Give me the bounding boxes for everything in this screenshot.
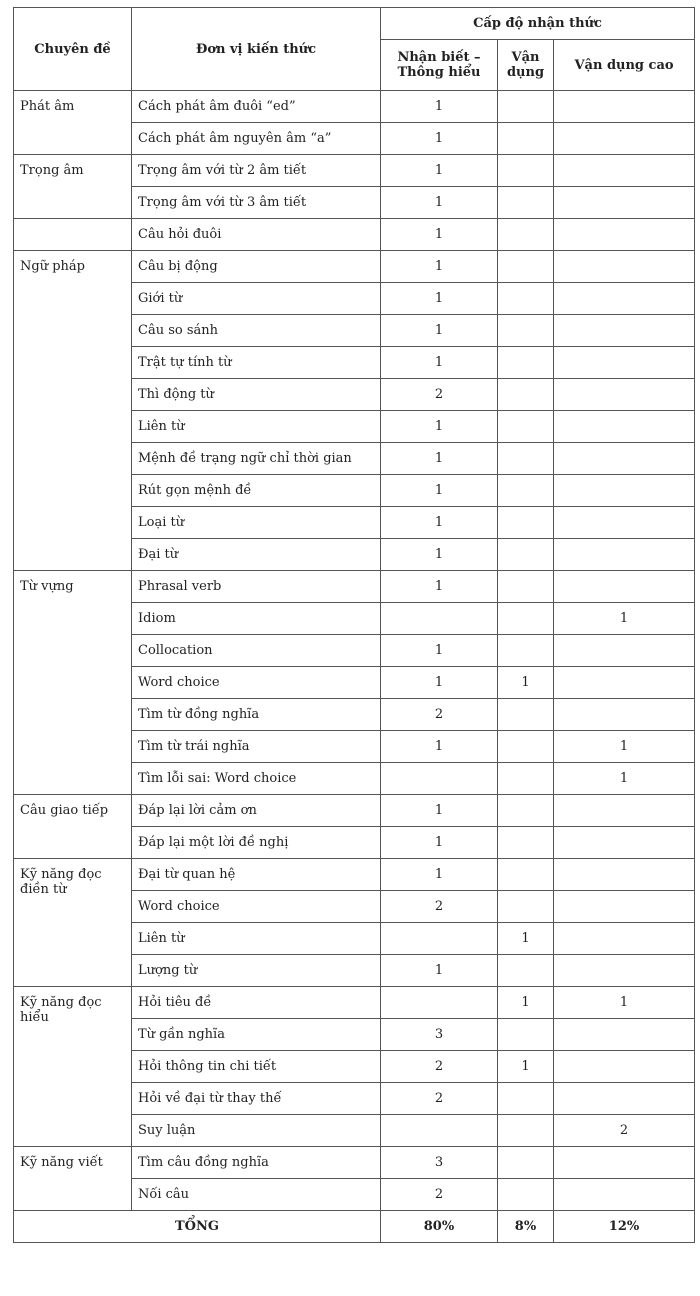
level-2-cell bbox=[498, 731, 554, 763]
level-3-cell bbox=[554, 379, 695, 411]
level-3-cell bbox=[554, 827, 695, 859]
total-level-2: 8% bbox=[498, 1211, 554, 1243]
level-1-cell: 3 bbox=[381, 1147, 498, 1179]
level-3-cell bbox=[554, 859, 695, 891]
unit-cell: Hỏi về đại từ thay thế bbox=[132, 1083, 381, 1115]
table-row bbox=[14, 155, 695, 187]
level-2-cell: 1 bbox=[498, 987, 554, 1019]
level-2-cell bbox=[498, 443, 554, 475]
level-3-cell bbox=[554, 1147, 695, 1179]
topic-cell: Ngữ pháp bbox=[14, 251, 132, 571]
level-3-cell bbox=[554, 411, 695, 443]
level-3-cell: 2 bbox=[554, 1115, 695, 1147]
level-2-cell bbox=[498, 539, 554, 571]
unit-cell: Hỏi thông tin chi tiết bbox=[132, 1051, 381, 1083]
level-2-cell bbox=[498, 411, 554, 443]
level-3-cell bbox=[554, 1019, 695, 1051]
level-2-cell bbox=[498, 251, 554, 283]
table-row bbox=[14, 219, 695, 251]
level-3-cell: 1 bbox=[554, 763, 695, 795]
topic-cell: Phát âm bbox=[14, 91, 132, 155]
unit-cell: Mệnh đề trạng ngữ chỉ thời gian bbox=[132, 443, 381, 475]
knowledge-matrix-table bbox=[13, 7, 695, 1243]
level-1-cell bbox=[381, 763, 498, 795]
unit-cell: Giới từ bbox=[132, 283, 381, 315]
level-2-cell: 1 bbox=[498, 923, 554, 955]
level-3-cell bbox=[554, 187, 695, 219]
level-1-cell: 1 bbox=[381, 827, 498, 859]
level-1-cell bbox=[381, 987, 498, 1019]
unit-cell: Rút gọn mệnh đề bbox=[132, 475, 381, 507]
level-1-cell: 1 bbox=[381, 667, 498, 699]
unit-cell: Câu hỏi đuôi bbox=[132, 219, 381, 251]
table-row bbox=[14, 1147, 695, 1179]
unit-cell: Tìm lỗi sai: Word choice bbox=[132, 763, 381, 795]
unit-cell: Cách phát âm đuôi “ed” bbox=[132, 91, 381, 123]
level-2-cell bbox=[498, 155, 554, 187]
level-2-cell bbox=[498, 859, 554, 891]
level-1-cell: 2 bbox=[381, 1051, 498, 1083]
level-1-cell: 3 bbox=[381, 1019, 498, 1051]
level-3-cell bbox=[554, 635, 695, 667]
level-2-cell bbox=[498, 699, 554, 731]
level-1-cell: 1 bbox=[381, 187, 498, 219]
topic-cell bbox=[14, 219, 132, 251]
unit-cell: Câu so sánh bbox=[132, 315, 381, 347]
level-3-cell bbox=[554, 955, 695, 987]
level-1-cell: 1 bbox=[381, 795, 498, 827]
level-1-cell: 2 bbox=[381, 379, 498, 411]
level-2-cell bbox=[498, 315, 554, 347]
unit-cell: Word choice bbox=[132, 667, 381, 699]
unit-cell: Idiom bbox=[132, 603, 381, 635]
unit-cell: Từ gần nghĩa bbox=[132, 1019, 381, 1051]
level-2-cell bbox=[498, 187, 554, 219]
topic-cell: Trọng âm bbox=[14, 155, 132, 219]
level-3-cell bbox=[554, 891, 695, 923]
level-2-cell bbox=[498, 379, 554, 411]
level-1-cell: 1 bbox=[381, 123, 498, 155]
table-row bbox=[14, 795, 695, 827]
header-level-3: Vận dụng cao bbox=[554, 40, 695, 91]
level-2-cell bbox=[498, 635, 554, 667]
level-3-cell: 1 bbox=[554, 987, 695, 1019]
level-1-cell bbox=[381, 923, 498, 955]
total-level-3: 12% bbox=[554, 1211, 695, 1243]
level-2-cell: 1 bbox=[498, 667, 554, 699]
level-2-cell bbox=[498, 219, 554, 251]
level-2-cell bbox=[498, 283, 554, 315]
level-1-cell bbox=[381, 603, 498, 635]
unit-cell: Tìm từ trái nghĩa bbox=[132, 731, 381, 763]
level-1-cell: 2 bbox=[381, 699, 498, 731]
level-1-cell: 1 bbox=[381, 955, 498, 987]
header-topic: Chuyên đề bbox=[14, 8, 132, 91]
level-1-cell: 1 bbox=[381, 507, 498, 539]
level-3-cell: 1 bbox=[554, 603, 695, 635]
unit-cell: Đại từ bbox=[132, 539, 381, 571]
unit-cell: Trọng âm với từ 2 âm tiết bbox=[132, 155, 381, 187]
total-level-1: 80% bbox=[381, 1211, 498, 1243]
unit-cell: Hỏi tiêu đề bbox=[132, 987, 381, 1019]
unit-cell: Lượng từ bbox=[132, 955, 381, 987]
level-3-cell bbox=[554, 571, 695, 603]
level-2-cell bbox=[498, 827, 554, 859]
level-3-cell bbox=[554, 251, 695, 283]
level-3-cell bbox=[554, 667, 695, 699]
level-3-cell bbox=[554, 123, 695, 155]
level-3-cell bbox=[554, 539, 695, 571]
level-1-cell: 1 bbox=[381, 443, 498, 475]
unit-cell: Suy luận bbox=[132, 1115, 381, 1147]
unit-cell: Nối câu bbox=[132, 1179, 381, 1211]
level-2-cell bbox=[498, 91, 554, 123]
level-3-cell bbox=[554, 1051, 695, 1083]
level-2-cell bbox=[498, 891, 554, 923]
topic-cell: Kỹ năng viết bbox=[14, 1147, 132, 1211]
table-body bbox=[14, 91, 695, 1211]
table-row bbox=[14, 987, 695, 1019]
level-2-cell bbox=[498, 123, 554, 155]
level-1-cell bbox=[381, 1115, 498, 1147]
level-2-cell bbox=[498, 1019, 554, 1051]
unit-cell: Đáp lại một lời đề nghị bbox=[132, 827, 381, 859]
topic-cell: Từ vựng bbox=[14, 571, 132, 795]
level-1-cell: 1 bbox=[381, 91, 498, 123]
level-1-cell: 1 bbox=[381, 571, 498, 603]
unit-cell: Loại từ bbox=[132, 507, 381, 539]
level-1-cell: 1 bbox=[381, 731, 498, 763]
level-3-cell bbox=[554, 91, 695, 123]
table-row bbox=[14, 571, 695, 603]
level-1-cell: 1 bbox=[381, 219, 498, 251]
level-3-cell bbox=[554, 219, 695, 251]
header-level-2: Vận dụng bbox=[498, 40, 554, 91]
level-3-cell bbox=[554, 795, 695, 827]
unit-cell: Câu bị động bbox=[132, 251, 381, 283]
level-1-cell: 2 bbox=[381, 1179, 498, 1211]
header-unit: Đơn vị kiến thức bbox=[132, 8, 381, 91]
table-row bbox=[14, 91, 695, 123]
level-2-cell bbox=[498, 1147, 554, 1179]
level-3-cell: 1 bbox=[554, 731, 695, 763]
unit-cell: Cách phát âm nguyên âm “a” bbox=[132, 123, 381, 155]
unit-cell: Trọng âm với từ 3 âm tiết bbox=[132, 187, 381, 219]
total-label: TỔNG bbox=[14, 1211, 381, 1243]
level-2-cell bbox=[498, 1083, 554, 1115]
level-1-cell: 1 bbox=[381, 155, 498, 187]
level-1-cell: 1 bbox=[381, 635, 498, 667]
level-3-cell bbox=[554, 347, 695, 379]
topic-cell: Câu giao tiếp bbox=[14, 795, 132, 859]
level-3-cell bbox=[554, 699, 695, 731]
unit-cell: Word choice bbox=[132, 891, 381, 923]
level-2-cell bbox=[498, 571, 554, 603]
unit-cell: Liên từ bbox=[132, 411, 381, 443]
level-1-cell: 2 bbox=[381, 891, 498, 923]
unit-cell: Liên từ bbox=[132, 923, 381, 955]
unit-cell: Trật tự tính từ bbox=[132, 347, 381, 379]
header-level-1: Nhận biết – Thông hiểu bbox=[381, 40, 498, 91]
level-3-cell bbox=[554, 443, 695, 475]
level-3-cell bbox=[554, 283, 695, 315]
level-2-cell: 1 bbox=[498, 1051, 554, 1083]
table-row bbox=[14, 859, 695, 891]
level-1-cell: 1 bbox=[381, 251, 498, 283]
level-3-cell bbox=[554, 923, 695, 955]
level-3-cell bbox=[554, 475, 695, 507]
total-row bbox=[14, 1211, 695, 1243]
topic-cell: Kỹ năng đọc điền từ bbox=[14, 859, 132, 987]
level-2-cell bbox=[498, 955, 554, 987]
unit-cell: Tìm từ đồng nghĩa bbox=[132, 699, 381, 731]
level-1-cell: 1 bbox=[381, 859, 498, 891]
unit-cell: Collocation bbox=[132, 635, 381, 667]
unit-cell: Đại từ quan hệ bbox=[132, 859, 381, 891]
level-2-cell bbox=[498, 507, 554, 539]
level-1-cell: 1 bbox=[381, 539, 498, 571]
level-2-cell bbox=[498, 795, 554, 827]
unit-cell: Tìm câu đồng nghĩa bbox=[132, 1147, 381, 1179]
level-3-cell bbox=[554, 1179, 695, 1211]
header-level-group: Cấp độ nhận thức bbox=[381, 8, 695, 40]
level-2-cell bbox=[498, 763, 554, 795]
level-1-cell: 1 bbox=[381, 475, 498, 507]
unit-cell: Thì động từ bbox=[132, 379, 381, 411]
level-2-cell bbox=[498, 1115, 554, 1147]
level-1-cell: 1 bbox=[381, 347, 498, 379]
level-1-cell: 1 bbox=[381, 283, 498, 315]
level-2-cell bbox=[498, 347, 554, 379]
level-3-cell bbox=[554, 155, 695, 187]
level-3-cell bbox=[554, 507, 695, 539]
level-1-cell: 1 bbox=[381, 315, 498, 347]
level-1-cell: 2 bbox=[381, 1083, 498, 1115]
level-2-cell bbox=[498, 603, 554, 635]
level-1-cell: 1 bbox=[381, 411, 498, 443]
topic-cell: Kỹ năng đọc hiểu bbox=[14, 987, 132, 1147]
level-3-cell bbox=[554, 1083, 695, 1115]
unit-cell: Phrasal verb bbox=[132, 571, 381, 603]
level-2-cell bbox=[498, 1179, 554, 1211]
level-3-cell bbox=[554, 315, 695, 347]
table-row bbox=[14, 251, 695, 283]
level-2-cell bbox=[498, 475, 554, 507]
unit-cell: Đáp lại lời cảm ơn bbox=[132, 795, 381, 827]
